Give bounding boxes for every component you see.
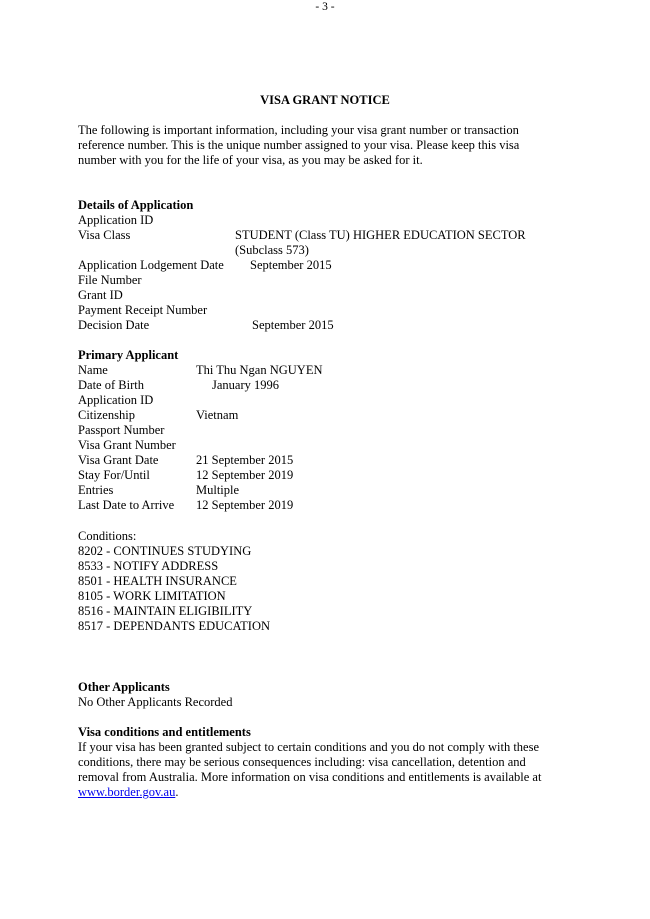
page-title: VISA GRANT NOTICE — [260, 93, 390, 107]
other-applicants-text: No Other Applicants Recorded — [78, 695, 233, 709]
primary-value-grant-date: 21 September 2015 — [196, 453, 294, 467]
page-number: - 3 - — [315, 1, 335, 13]
entitlements-paragraph — [78, 740, 568, 800]
primary-label-application-id: Application ID — [78, 393, 154, 407]
primary-label-dob: Date of Birth — [78, 378, 144, 392]
primary-value-entries: Multiple — [196, 483, 240, 497]
primary-label-stay-until: Stay For/Until — [78, 468, 150, 482]
other-applicants-heading: Other Applicants — [78, 680, 170, 694]
primary-value-name: Thi Thu Ngan NGUYEN — [196, 363, 323, 377]
primary-value-last-arrive: 12 September 2019 — [196, 498, 294, 512]
app-label-application-id: Application ID — [78, 213, 154, 227]
primary-label-grant-date: Visa Grant Date — [78, 453, 159, 467]
primary-heading: Primary Applicant — [78, 348, 179, 362]
primary-value-dob: January 1996 — [212, 378, 279, 392]
app-value-decision-date: September 2015 — [252, 318, 334, 332]
condition-item: 8533 - NOTIFY ADDRESS — [78, 559, 219, 573]
app-label-visa-class: Visa Class — [78, 228, 131, 242]
primary-value-citizenship: Vietnam — [196, 408, 239, 422]
entitlements-heading: Visa conditions and entitlements — [78, 725, 251, 739]
primary-label-last-arrive: Last Date to Arrive — [78, 498, 175, 512]
entitlements-text: If your visa has been granted subject to certain conditions and you do not comply with these conditions, there may be serious consequences including: visa cancellation, detention and removal from Australia. More information on visa conditions and entitlements is available at — [78, 740, 542, 784]
entitlements-trailing: . — [175, 785, 179, 799]
app-label-file-number: File Number — [78, 273, 142, 287]
intro-paragraph: The following is important information, including your visa grant number or transaction reference number. This is the unique number assigned to your visa. Please keep this visa number with you for the life of your visa, as you may be asked for it. — [78, 123, 520, 167]
app-label-grant-id: Grant ID — [78, 288, 123, 302]
app-value-lodgement-date: September 2015 — [250, 258, 332, 272]
primary-label-entries: Entries — [78, 483, 114, 497]
primary-label-citizenship: Citizenship — [78, 408, 135, 422]
conditions-heading: Conditions: — [78, 529, 137, 543]
border-website-link[interactable]: www.border.gov.au — [78, 785, 176, 799]
app-label-decision-date: Decision Date — [78, 318, 150, 332]
application-heading: Details of Application — [78, 198, 194, 212]
app-label-payment-receipt: Payment Receipt Number — [78, 303, 208, 317]
app-value-subclass: (Subclass 573) — [235, 243, 309, 257]
condition-item: 8516 - MAINTAIN ELIGIBILITY — [78, 604, 253, 618]
condition-item: 8202 - CONTINUES STUDYING — [78, 544, 252, 558]
primary-label-passport: Passport Number — [78, 423, 165, 437]
primary-label-name: Name — [78, 363, 108, 377]
app-value-visa-class: STUDENT (Class TU) HIGHER EDUCATION SECTOR — [235, 228, 526, 242]
condition-item: 8517 - DEPENDANTS EDUCATION — [78, 619, 271, 633]
app-label-lodgement-date: Application Lodgement Date — [78, 258, 224, 272]
primary-value-stay-until: 12 September 2019 — [196, 468, 294, 482]
primary-label-grant-number: Visa Grant Number — [78, 438, 176, 452]
condition-item: 8501 - HEALTH INSURANCE — [78, 574, 237, 588]
condition-item: 8105 - WORK LIMITATION — [78, 589, 226, 603]
